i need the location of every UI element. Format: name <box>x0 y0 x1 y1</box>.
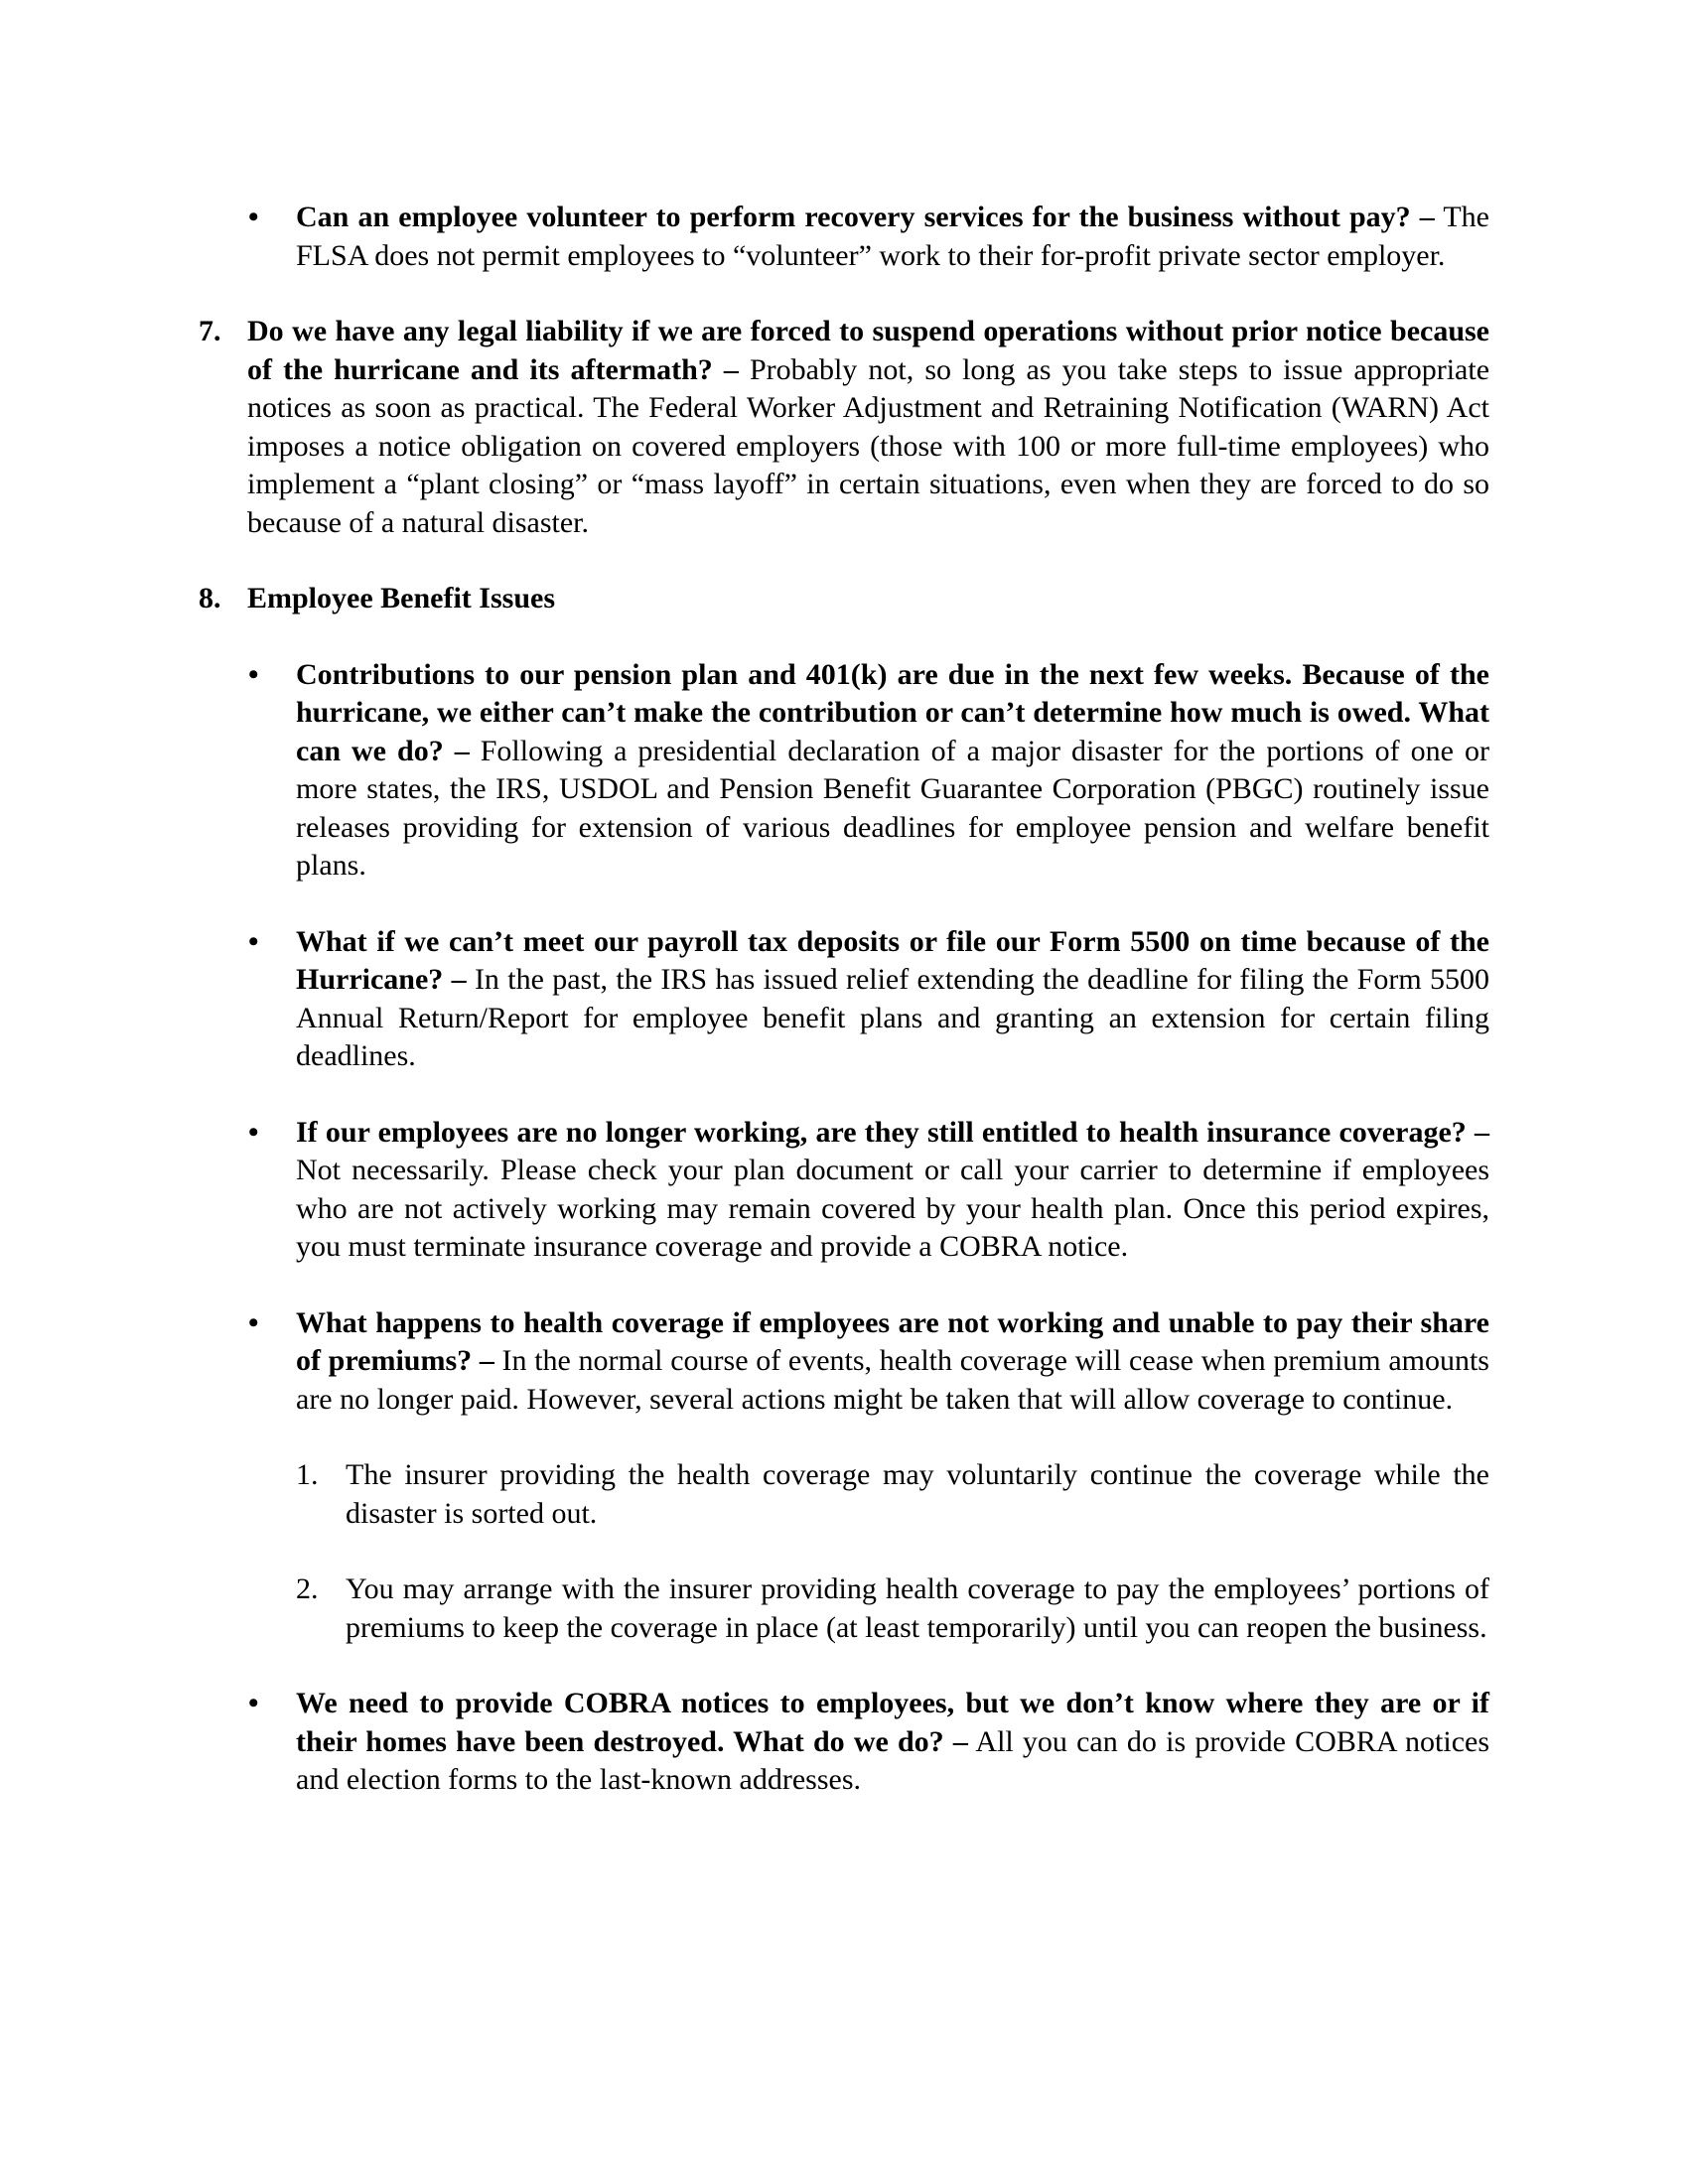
question-text: What if we can’t meet our payroll tax deposits or file our Form 5500 on time because of the Hurricane? – <box>296 924 1489 996</box>
sub-list-item <box>296 1456 1489 1533</box>
bullet-marker: • <box>248 1305 259 1339</box>
paragraph <box>296 1685 1489 1800</box>
heading-text: Employee Benefit Issues <box>247 582 555 614</box>
sub-list-item <box>296 1570 1489 1647</box>
paragraph <box>296 656 1489 886</box>
paragraph <box>296 1114 1489 1267</box>
bullet-marker: • <box>248 201 259 233</box>
answer-text: In the normal course of events, health coverage will cease when premium amounts are no longer paid. However, several actions might be taken that will allow coverage to continue. <box>296 1344 1489 1416</box>
paragraph <box>247 313 1489 542</box>
question-text: Do we have any legal liability if we are forced to suspend operations without prior notice because of the hurricane and its aftermath? – <box>247 315 1489 386</box>
answer-text: The FLSA does not permit employees to “volunteer” work to their for-profit private sector employer. <box>296 201 1489 272</box>
number-marker: 7. <box>199 315 221 347</box>
bullet-marker: • <box>248 1115 259 1149</box>
list-item <box>248 656 1489 886</box>
list-item <box>248 923 1489 1076</box>
section-heading <box>247 580 1489 618</box>
question-text: Can an employee volunteer to perform recovery services for the business without pay? – <box>296 201 1435 233</box>
bullet-marker: • <box>248 924 259 958</box>
list-item <box>248 1114 1489 1267</box>
number-marker: 1. <box>296 1458 319 1491</box>
paragraph <box>296 923 1489 1076</box>
number-marker: 2. <box>296 1572 319 1605</box>
numbered-item-8 <box>199 580 1489 618</box>
answer-text: Not necessarily. Please check your plan document or call your carrier to determine if employees who are not actively working may remain covered by your health plan. Once this period expires, you must terminate insurance coverage and provide a COBRA notice. <box>296 1154 1489 1263</box>
list-item <box>248 1304 1489 1420</box>
question-text: We need to provide COBRA notices to employees, but we don’t know where they are or if their homes have been destroyed. What do we do? – <box>296 1687 1489 1758</box>
bullet-marker: • <box>248 1687 259 1719</box>
item-text: You may arrange with the insurer providing health coverage to pay the employees’ portions of premiums to keep the coverage in place (at least temporarily) until you can reopen the business. <box>346 1572 1489 1644</box>
bullet-marker: • <box>248 657 259 691</box>
list-item <box>248 1685 1490 1800</box>
answer-text: All you can do is provide COBRA notices and election forms to the last-known addresses. <box>296 1724 1490 1796</box>
answer-text: Following a presidential declaration of a major disaster for the portions of one or more states, the IRS, USDOL and Pension Benefit Guarantee Corporation (PBGC) routinely issue releases providing for extension of various deadlines for employee pension and welfare benefit plans. <box>296 734 1489 882</box>
question-text: If our employees are no longer working, are they still entitled to health insurance coverage? – <box>296 1115 1489 1149</box>
question-text: Contributions to our pension plan and 401(k) are due in the next few weeks. Because of the hurricane, we either can’t make the contribution or can’t determine how much is owed. What can we do? – <box>296 657 1489 767</box>
item-text: The insurer providing the health coverage may voluntarily continue the coverage while the disaster is sorted out. <box>346 1458 1489 1530</box>
paragraph <box>346 1456 1489 1533</box>
answer-text: Probably not, so long as you take steps to issue appropriate notices as soon as practical. The Federal Worker Adjustment and Retraining Notification (WARN) Act imposes a notice obligation on covered employers (those with 100 or more full-time employees) who implement a “plant closing” or “mass layoff” in certain situations, even when they are forced to do so because of a natural disaster. <box>247 352 1490 539</box>
answer-text: In the past, the IRS has issued relief extending the deadline for filing the Form 5500 Annual Return/Report for employee benefit plans and granting an extension for certain filing deadlines. <box>296 963 1489 1072</box>
paragraph <box>296 1304 1489 1420</box>
question-text: What happens to health coverage if employees are not working and unable to pay their share of premiums? – <box>296 1305 1489 1377</box>
paragraph <box>346 1570 1489 1647</box>
list-item <box>248 199 1489 275</box>
paragraph <box>296 199 1489 275</box>
number-marker: 8. <box>199 582 221 614</box>
numbered-item-7 <box>199 313 1490 542</box>
